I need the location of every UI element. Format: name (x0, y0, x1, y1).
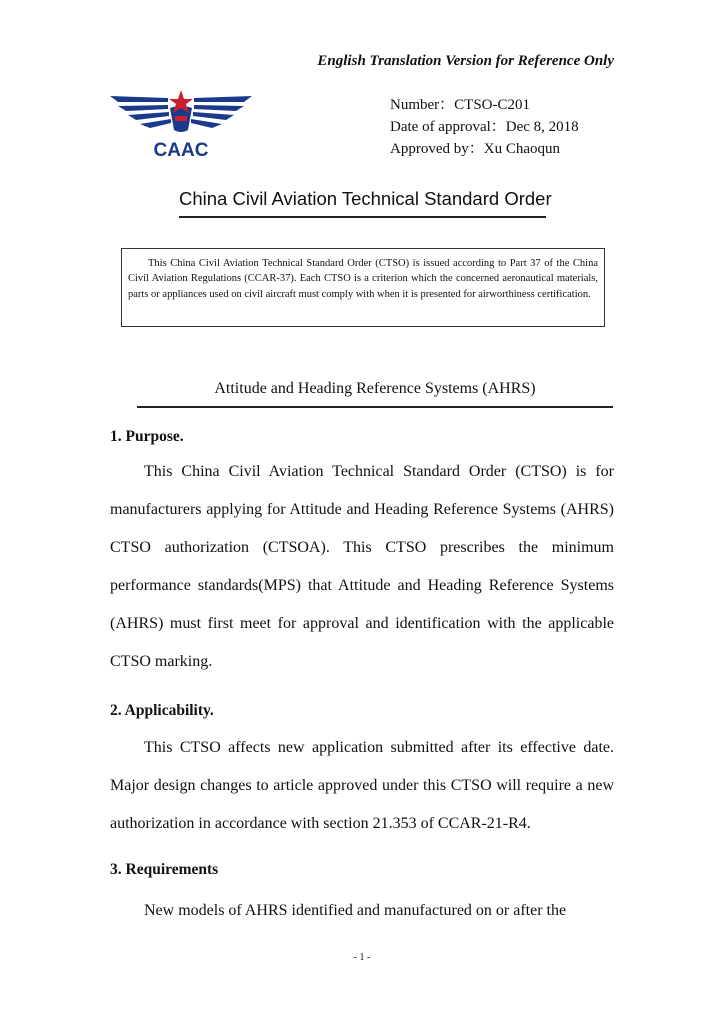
approval-date: Date of approval：Dec 8, 2018 (390, 119, 579, 135)
section-text-applicability: This CTSO affects new application submitted after its effective date. Major design changes to article approved under this CTSO will require a new authorization in accordance with section 21.353 of CCAR-21-R4. (110, 739, 614, 832)
approved-by: Approved by：Xu Chaoqun (390, 141, 560, 157)
section-text-purpose: This China Civil Aviation Technical Standard Order (CTSO) is for manufacturers applying for Attitude and Heading Reference Systems (AHRS) CTSO authorization (CTSOA). This CTSO prescribes the minimum performance standards(MPS) that Attitude and Heading Reference Systems (AHRS) must first meet for approval and identification with the applicable CTSO marking. (110, 463, 614, 670)
section-heading-requirements: 3. Requirements (110, 861, 219, 878)
document-title: China Civil Aviation Technical Standard Order (179, 188, 552, 209)
subject-title: Attitude and Heading Reference Systems (AHRS) (214, 380, 536, 397)
logo-text: CAAC (153, 140, 209, 161)
section-heading-applicability: 2. Applicability. (110, 702, 214, 719)
caac-logo (108, 86, 254, 162)
document-metadata (390, 94, 579, 160)
document-number: Number：CTSO-C201 (390, 97, 530, 113)
page-number: - 1 - (353, 952, 371, 963)
translation-note: English Translation Version for Reference Only (317, 53, 614, 69)
subject-underline (137, 406, 613, 408)
section-heading-purpose: 1. Purpose. (110, 428, 184, 445)
section-text-requirements: New models of AHRS identified and manufactured on or after the (144, 902, 567, 919)
notice-box: This China Civil Aviation Technical Standard Order (CTSO) is issued according to Part 37 of the China Civil Aviation Regulations (CCAR-37). Each CTSO is a criterion which the concerned aeronautical materials, parts or appliances used on civil aircraft must comply with when it is presented for airworthiness certification. (121, 248, 605, 327)
title-underline (179, 216, 546, 218)
